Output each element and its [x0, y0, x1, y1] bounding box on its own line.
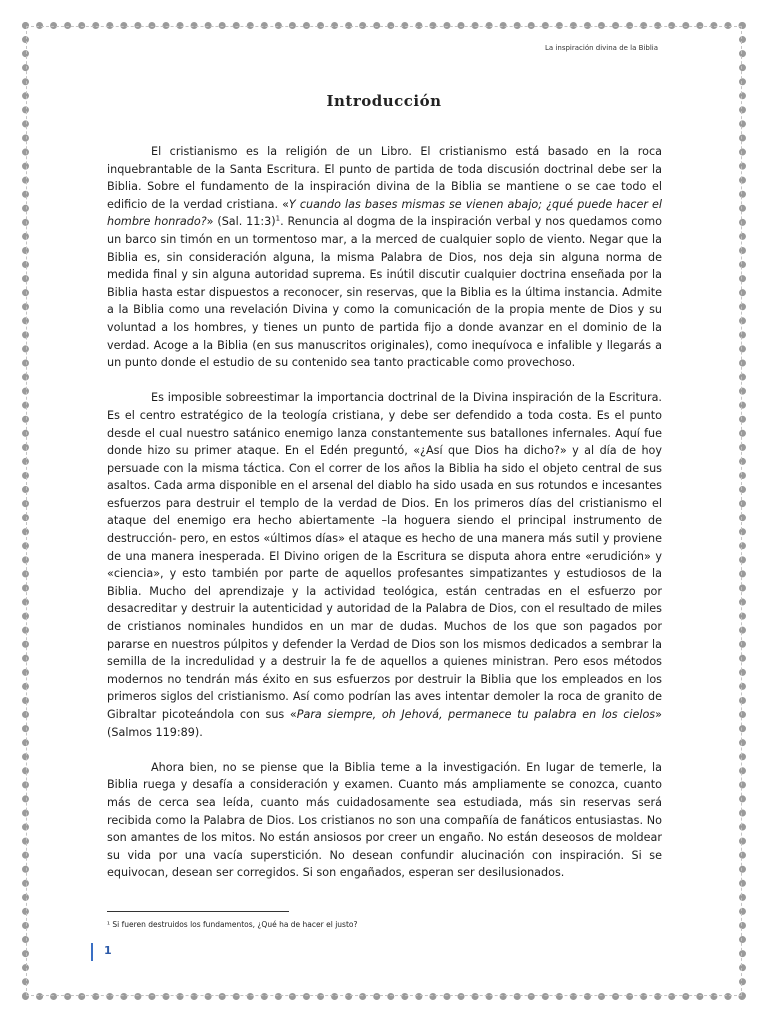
paragraph-1-text-b: » (Sal. 11:3)	[206, 215, 276, 229]
page-title: Introducción	[326, 92, 442, 110]
paragraph-1-text-a: El cristianismo es la religión de un Libro. El cristianismo está basado en la roca inquebrantable de la Santa Escritura. El punto de partida de toda discusión doctrinal debe ser la Biblia. Sobre el fundamento de la inspiración divina de la Biblia se mantiene o se cae todo el edificio de la verdad cristiana. «	[107, 145, 662, 211]
paragraph-2	[107, 389, 662, 741]
page-number-bar	[91, 943, 93, 961]
paragraph-1-text-c: . Renuncia al dogma de la inspiración verbal y nos quedamos como un barco sin timón en un tormentoso mar, a la merced de cualquier soplo de viento. Negar que la Biblia es, sin consideración alguna, la misma Palabra de Dios, nos deja sin alguna norma de medida final y sin alguna autoridad suprema. Es inútil discutir cualquier doctrina enseñada por la Biblia hasta estar dispuestos a reconocer, sin reservas, que la Biblia es la última instancia. Admite a la Biblia como una revelación Divina y como la comunicación de la propia mente de Dios y su voluntad a los hombres, y tienes un punto de partida fijo a donde avanzar en el dominio de la verdad. Acoge a la Biblia (en sus manuscritos originales), como inequívoca e infalible y llegarás a un punto donde el estudio de su contenido sea tanto practicable como provechoso.	[107, 215, 663, 370]
paragraph-2-text-a: Es imposible sobreestimar la importancia doctrinal de la Divina inspiración de la Escritura. Es el centro estratégico de la teología cristiana, y debe ser defendido a toda costa. Es el punto desde el cual nuestro satánico enemigo lanza constantemente sus batallones infernales. Aquí fue donde hizo su primer ataque. En el Edén preguntó, «¿Así que Dios ha dicho?» y al día de hoy persuade con la misma táctica. Con el correr de los años la Biblia ha sido el objeto central de sus asaltos. Cada arma disponible en el arsenal del diablo ha sido usada en sus rotundos e incesantes esfuerzos para destruir el templo de la verdad de Dios. En los primeros días del cristianismo el ataque del enemigo era hecho abiertamente –la hoguera siendo el principal instrumento de destrucción- pero, en estos «últimos días» el ataque es hecho de una manera más sutil y proviene de una manera inesperada. El Divino origen de la Escritura se disputa ahora entre «erudición» y «ciencia», y esto también por parte de aquellos profesantes simpatizantes y estudiosos de la Biblia. Mucho del aprendizaje y la actividad teológica, están centradas en el esfuerzo por desacreditar y destruir la autenticidad y autoridad de la Palabra de Dios, con el resultado de miles de cristianos nominales hundidos en un mar de dudas. Muchos de los que son pagados por pararse en nuestros púlpitos y defender la Verdad de Dios son los mismos dedicados a sembrar la semilla de la incredulidad y a destruir la fe de aquellos a quienes ministran. Pero esos métodos modernos no tendrán más éxito en sus esfuerzos por destruir la Biblia que los empleados en los primeros siglos del cristianismo. Así como podrían las aves intentar demoler la roca de granito de Gibraltar picoteándola con sus «	[107, 391, 662, 721]
paragraph-2-quote: Para siempre, oh Jehová, permanece tu palabra en los cielos	[296, 708, 656, 721]
page-number: 1	[104, 944, 112, 957]
footnote-separator	[107, 911, 289, 912]
paragraph-2-text-b: » (Salmos 119:89).	[107, 708, 662, 739]
footnote-reference[interactable]: 1	[275, 214, 281, 223]
footnote: ¹ Si fueren destruidos los fundamentos, ¿Qué ha de hacer el justo?	[107, 920, 358, 929]
body-text	[107, 143, 662, 900]
running-header: La inspiración divina de la Biblia	[545, 44, 658, 52]
paragraph-1-quote: Y cuando las bases mismas se vienen abajo; ¿qué puede hacer el hombre honrado?	[107, 197, 662, 229]
paragraph-3: Ahora bien, no se piense que la Biblia teme a la investigación. En lugar de temerle, la Biblia ruega y desafía a consideración y examen. Cuanto más ampliamente se conozca, cuanto más de cerca sea leída, cuanto más cuidadosamente sea estudiada, más sin reservas será recibida como la Palabra de Dios. Los cristianos no son una compañía de fanáticos entusiastas. No son amantes de los mitos. No están ansiosos por creer un engaño. No están deseosos de moldear su vida por una vacía superstición. No desean confundir alucinación con inspiración. Si se equivocan, desean ser corregidos. Si son engañados, esperan ser desilusionados.	[107, 760, 662, 880]
paragraph-1	[107, 143, 662, 372]
